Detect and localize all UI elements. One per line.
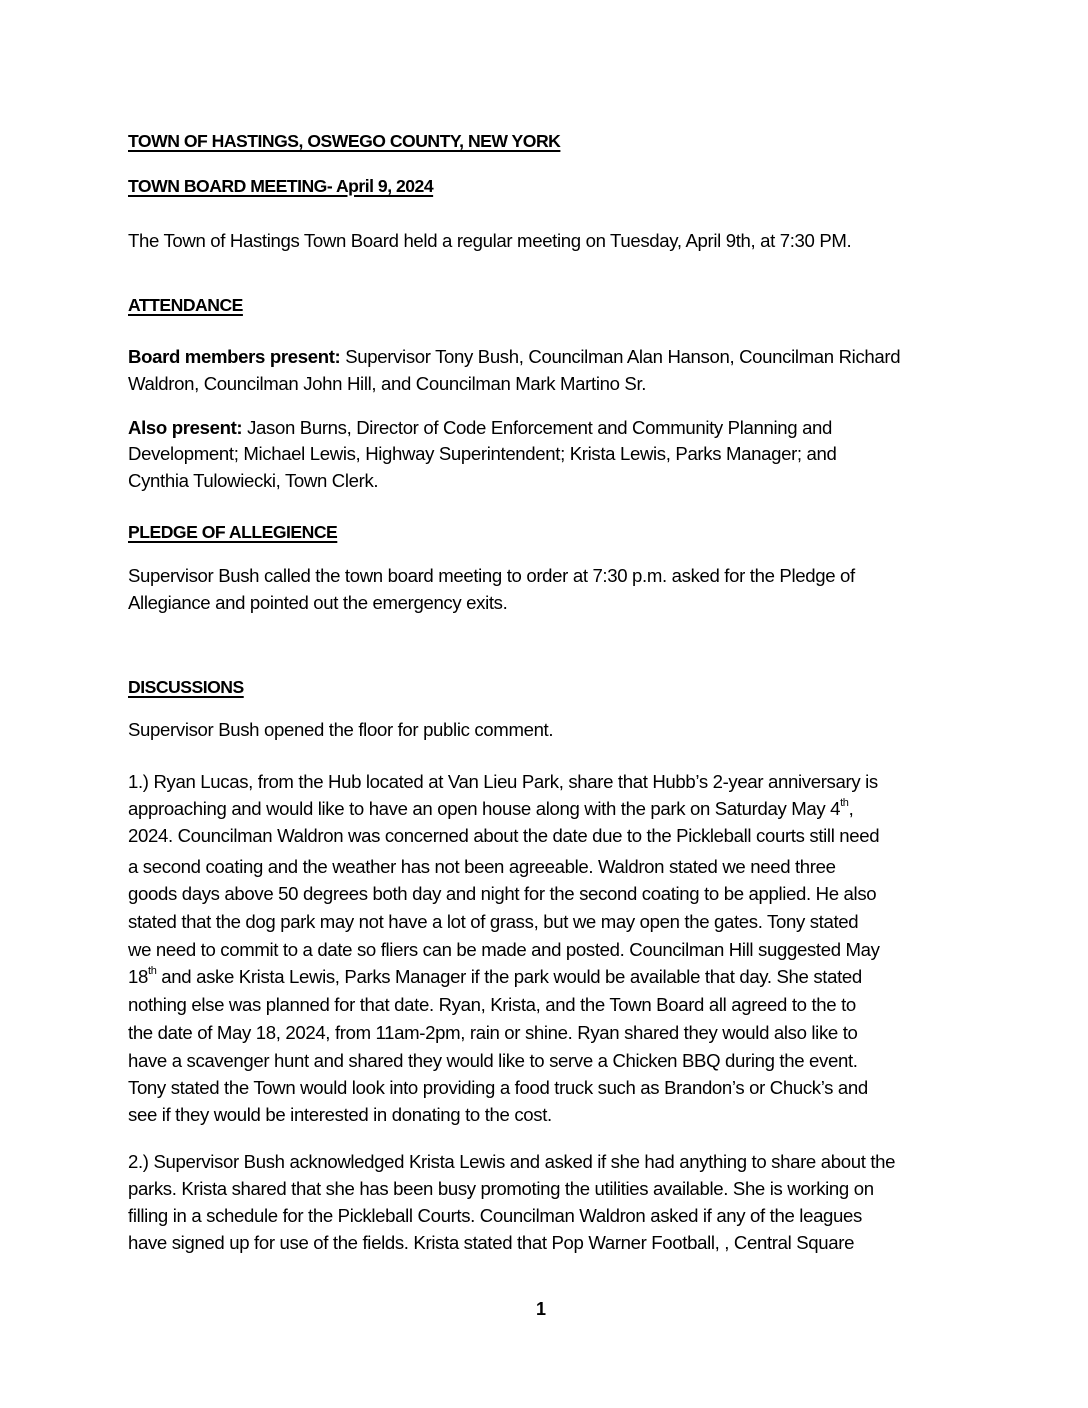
- item1-line: nothing else was planned for that date. Ryan, Krista, and the Town Board all agreed to the to: [128, 994, 856, 1015]
- attendance-heading: ATTENDANCE: [128, 295, 243, 315]
- page-number: 1: [536, 1299, 547, 1319]
- item1-line: we need to commit to a date so fliers can be made and posted. Councilman Hill suggested May: [128, 939, 880, 960]
- item1-line: stated that the dog park may not have a lot of grass, but we may open the gates. Tony stated: [128, 911, 859, 932]
- item2-line: filling in a schedule for the Pickleball Courts. Councilman Waldron asked if any of the leagues: [128, 1205, 862, 1226]
- item1-line: goods days above 50 degrees both day and night for the second coating to be applied. He also: [128, 883, 877, 904]
- item1-line: 2024. Councilman Waldron was concerned about the date due to the Pickleball courts still need: [128, 825, 880, 846]
- item2-line: 2.) Supervisor Bush acknowledged Krista Lewis and asked if she had anything to share about the: [128, 1151, 896, 1172]
- also-present-line-2: Development; Michael Lewis, Highway Superintendent; Krista Lewis, Parks Manager; and: [128, 443, 837, 464]
- item1-line: the date of May 18, 2024, from 11am-2pm, rain or shine. Ryan shared they would also like to: [128, 1022, 858, 1043]
- also-present-label: Also present:: [128, 417, 243, 438]
- item1-line: Tony stated the Town would look into providing a food truck such as Brandon’s or Chuck’s and: [128, 1077, 868, 1098]
- pledge-line-1: Supervisor Bush called the town board meeting to order at 7:30 p.m. asked for the Pledge of: [128, 565, 855, 586]
- item1-line: 1.) Ryan Lucas, from the Hub located at Van Lieu Park, share that Hubb’s 2-year anniversary is: [128, 771, 878, 792]
- item2-line: parks. Krista shared that she has been busy promoting the utilities available. She is working on: [128, 1178, 874, 1199]
- item1-line: see if they would be interested in donating to the cost.: [128, 1104, 552, 1125]
- pledge-line-2: Allegiance and pointed out the emergency exits.: [128, 592, 508, 613]
- item1-line: a second coating and the weather has not been agreeable. Waldron stated we need three: [128, 856, 836, 877]
- pledge-heading: PLEDGE OF ALLEGIENCE: [128, 522, 338, 542]
- item1-line: 18th and aske Krista Lewis, Parks Manager if the park would be available that day. She stated: [128, 964, 862, 987]
- intro-paragraph: The Town of Hastings Town Board held a regular meeting on Tuesday, April 9th, at 7:30 PM.: [128, 230, 852, 251]
- board-members-label: Board members present:: [128, 346, 341, 367]
- board-members-line-2: Waldron, Councilman John Hill, and Councilman Mark Martino Sr.: [128, 373, 647, 394]
- item1-line: have a scavenger hunt and shared they would like to serve a Chicken BBQ during the event.: [128, 1050, 858, 1071]
- discussions-heading: DISCUSSIONS: [128, 677, 244, 697]
- also-present-line-1: Also present: Jason Burns, Director of Code Enforcement and Community Planning and: [128, 417, 833, 438]
- discussions-opening: Supervisor Bush opened the floor for public comment.: [128, 719, 554, 740]
- also-present-line-3: Cynthia Tulowiecki, Town Clerk.: [128, 470, 379, 491]
- item2-line: have signed up for use of the fields. Krista stated that Pop Warner Football, , Central Square: [128, 1232, 855, 1253]
- document-title: TOWN OF HASTINGS, OSWEGO COUNTY, NEW YORK: [128, 131, 561, 151]
- board-members-line-1: Board members present: Supervisor Tony Bush, Councilman Alan Hanson, Councilman Richard: [128, 346, 901, 367]
- meeting-heading: TOWN BOARD MEETING- April 9, 2024: [128, 176, 434, 196]
- item1-line: approaching and would like to have an open house along with the park on Saturday May 4th,: [128, 796, 854, 819]
